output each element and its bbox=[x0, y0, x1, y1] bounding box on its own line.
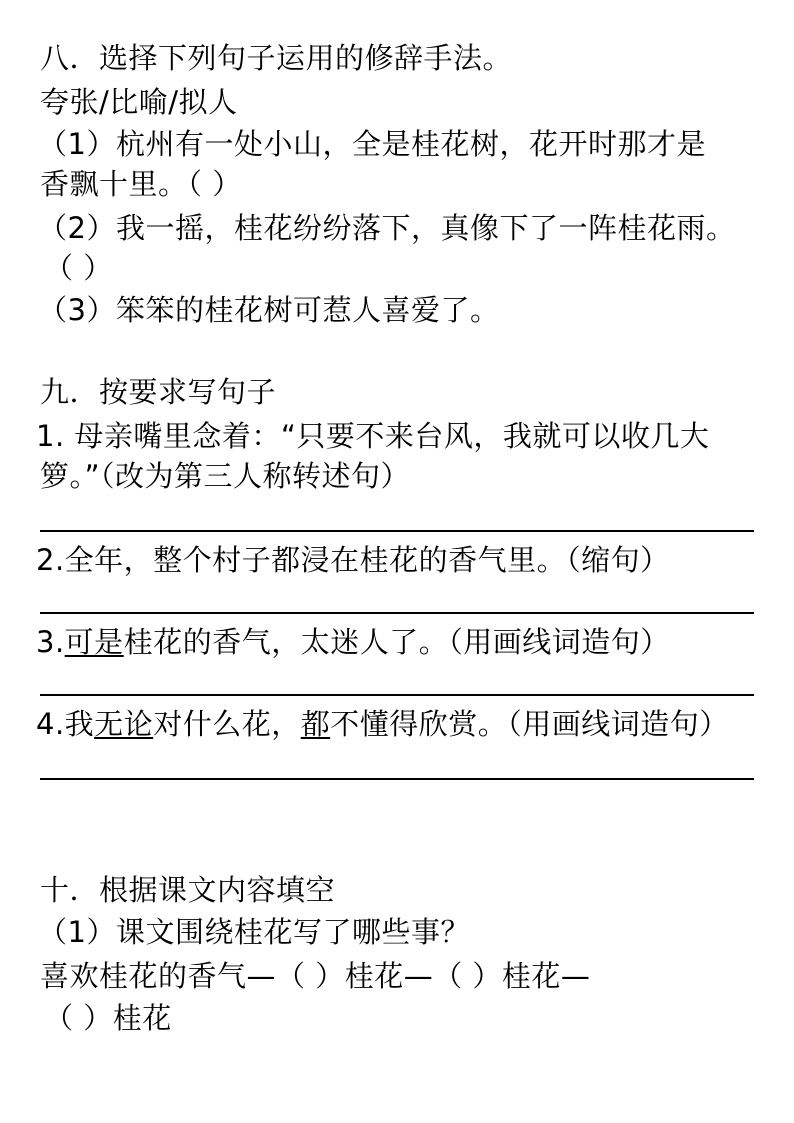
answer-line-1[interactable] bbox=[40, 530, 754, 532]
question-2-line-2: （ ） bbox=[44, 251, 113, 285]
question-1-line-1: （1）杭州有一处小山，全是桂花树，花开时那才是 bbox=[38, 127, 706, 161]
answer-line-4[interactable] bbox=[40, 778, 754, 780]
item-4-underlined-word-1: 无论 bbox=[94, 707, 154, 741]
question-1-line-2: 香飘十里。（ ） bbox=[40, 167, 242, 201]
item-3-rest: 桂花的香气，太迷人了。（用画线词造句） bbox=[123, 625, 670, 659]
item-4-prefix: 4.我 bbox=[36, 707, 95, 741]
item-2: 2.全年，整个村子都浸在桂花的香气里。（缩句） bbox=[36, 543, 670, 577]
fill-blank-line-1: 喜欢桂花的香气—（ ）桂花—（ ）桂花— bbox=[40, 959, 591, 993]
item-4 bbox=[36, 706, 729, 742]
answer-line-3[interactable] bbox=[40, 694, 754, 696]
item-4-mid: 对什么花， bbox=[153, 707, 301, 741]
section-8-heading: 八．选择下列句子运用的修辞手法。 bbox=[40, 41, 513, 75]
item-3 bbox=[36, 624, 670, 660]
section-10-question-1: （1）课文围绕桂花写了哪些事？ bbox=[38, 915, 470, 949]
section-9-heading: 九．按要求写句子 bbox=[40, 375, 277, 409]
item-3-underlined-word: 可是 bbox=[64, 625, 124, 659]
rhetoric-options: 夸张/比喻/拟人 bbox=[40, 85, 238, 119]
fill-blank-line-2: （ ）桂花 bbox=[44, 1001, 172, 1035]
answer-line-2[interactable] bbox=[40, 612, 754, 614]
question-3: （3）笨笨的桂花树可惹人喜爱了。 bbox=[38, 293, 500, 327]
item-1-line-1: 1. 母亲嘴里念着：“只要不来台风，我就可以收几大 bbox=[36, 419, 710, 453]
question-2-line-1: （2）我一摇，桂花纷纷落下，真像下了一阵桂花雨。 bbox=[38, 211, 736, 245]
item-3-prefix: 3. bbox=[36, 625, 65, 659]
item-4-underlined-word-2: 都 bbox=[300, 707, 331, 741]
section-10-heading: 十．根据课文内容填空 bbox=[40, 873, 336, 907]
item-1-line-2: 箩。”（改为第三人称转述句） bbox=[40, 459, 411, 493]
item-4-rest: 不懂得欣赏。（用画线词造句） bbox=[330, 707, 729, 741]
